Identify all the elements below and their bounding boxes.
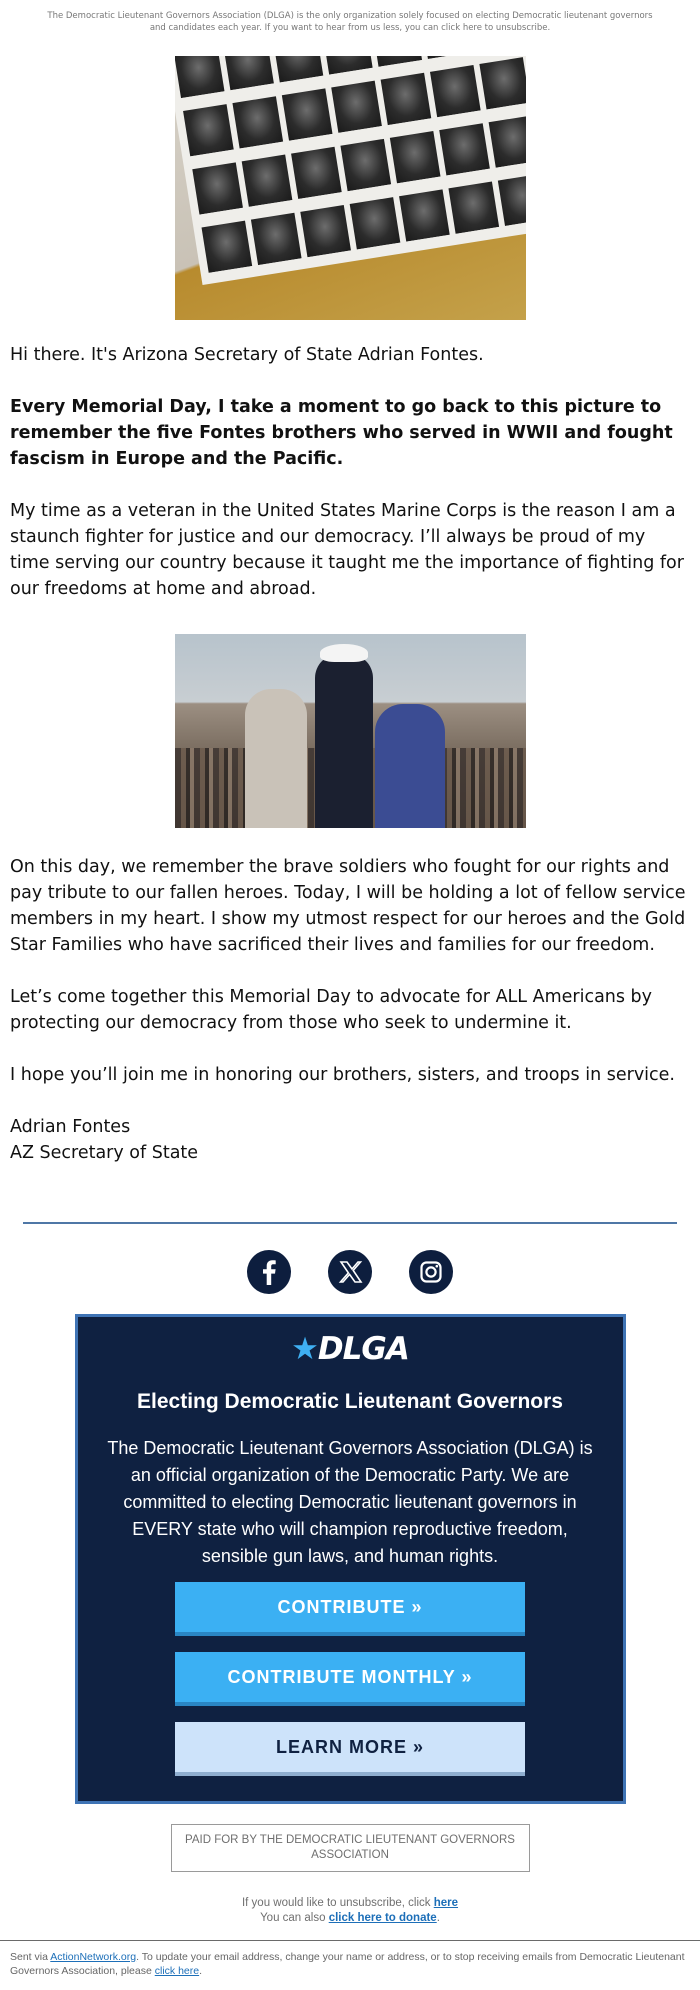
together-paragraph: Let’s come together this Memorial Day to advocate for ALL Americans by protecting our democracy from those who seek to undermine it. (10, 987, 653, 1033)
contribute-button[interactable]: CONTRIBUTE » (175, 1582, 525, 1636)
memorial-day-lead: Every Memorial Day, I take a moment to go back to this picture to remember the five Fontes brothers who served in WWII and fought fascism in Europe and the Pacific. (10, 397, 673, 469)
dlga-logo: ★DLGA (291, 1331, 409, 1367)
learn-more-button[interactable]: LEARN MORE » (175, 1722, 525, 1776)
brothers-portrait-photo (175, 56, 526, 320)
letter-body (0, 342, 700, 602)
dlga-description: The Democratic Lieutenant Governors Association (DLGA) is an official organization of the Democratic Party. We are committed to electing Democratic lieutenant governors in EVERY state who will champion reproductive freedom, sensible gun laws, and human rights. (107, 1438, 593, 1566)
signature-name: Adrian Fontes (10, 1117, 131, 1137)
instagram-icon[interactable] (409, 1250, 453, 1294)
join-paragraph: I hope you’ll join me in honoring our brothers, sisters, and troops in service. (10, 1065, 675, 1085)
facebook-icon[interactable] (247, 1250, 291, 1294)
unsubscribe-block: If you would like to unsubscribe, click here You can also click here to donate. (241, 1897, 459, 1924)
letter-body-continued (0, 854, 700, 1166)
manage-subscription-link[interactable]: click here (154, 1965, 200, 1977)
remember-paragraph: On this day, we remember the brave soldiers who fought for our rights and pay tribute to our fallen heroes. Today, I will be holding a lot of fellow service members in my heart. I show my utmost respect for our heroes and the Gold Star Families who have sacrificed their lives and families for our freedom. (10, 857, 686, 955)
paid-for-disclaimer: PAID FOR BY THE DEMOCRATIC LIEUTENANT GOVERNORS ASSOCIATION (171, 1824, 530, 1872)
signature-title: AZ Secretary of State (10, 1143, 199, 1163)
veteran-paragraph: My time as a veteran in the United States Marine Corps is the reason I am a staunch fighter for justice and our democracy. I’ll always be proud of my time serving our country because it taught me the importance of fighting for our freedoms at home and abroad. (10, 501, 684, 599)
x-icon[interactable] (328, 1250, 372, 1294)
section-divider (23, 1222, 677, 1224)
unsubscribe-link[interactable]: here (433, 1897, 459, 1909)
actionnetwork-link[interactable]: ActionNetwork.org (50, 1951, 137, 1963)
dlga-promo-box (75, 1314, 626, 1804)
social-links (0, 1250, 700, 1298)
preheader-text: The Democratic Lieutenant Governors Association (DLGA) is the only organization solely focused on electing Democratic lieutenant governors and candidates each year. If you want to hear from us less, you can click here to unsubscribe. (47, 11, 653, 33)
marine-family-photo (175, 634, 526, 828)
donate-link[interactable]: click here to donate (328, 1912, 437, 1924)
footer-text: Sent via ActionNetwork.org. To update your email address, change your name or address, or to stop receiving emails from Democratic Lieutenant Governors Association, please click here. (10, 1951, 685, 1977)
dlga-title: Electing Democratic Lieutenant Governors (137, 1390, 563, 1413)
contribute-monthly-button[interactable]: CONTRIBUTE MONTHLY » (175, 1652, 525, 1706)
greeting: Hi there. It's Arizona Secretary of State Adrian Fontes. (10, 345, 484, 365)
